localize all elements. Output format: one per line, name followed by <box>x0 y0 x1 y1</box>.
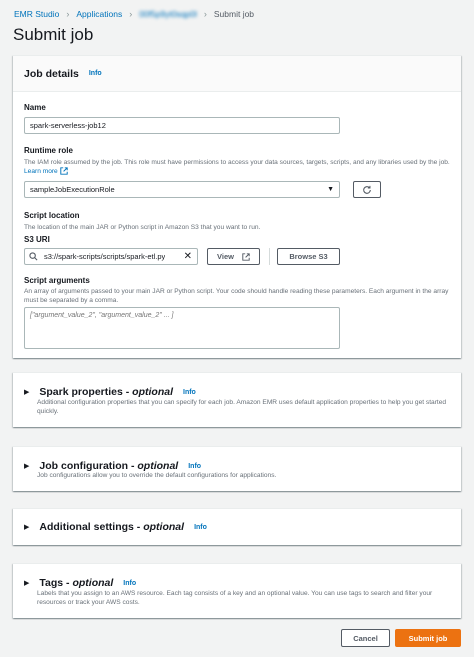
job-details-header <box>13 56 461 92</box>
spark-properties-description: Additional configuration properties that you can specify for each job. Amazon EMR uses default application properties to help you get started quickly. <box>37 399 447 415</box>
browse-s3-button-label: Browse S3 <box>289 252 328 261</box>
breadcrumb-submit-job: Submit job <box>213 9 255 19</box>
script-arguments-textarea[interactable] <box>24 307 340 349</box>
s3-uri-input[interactable] <box>24 248 198 265</box>
job-details-panel <box>13 55 461 358</box>
tags-header[interactable] <box>24 577 136 589</box>
additional-settings-title: Additional settings - <box>39 521 144 533</box>
spark-properties-header[interactable] <box>24 386 196 398</box>
divider <box>269 248 270 265</box>
name-label: Name <box>24 103 46 112</box>
external-link-icon <box>242 253 250 261</box>
cancel-button[interactable] <box>341 629 390 647</box>
spark-properties-panel[interactable] <box>13 372 461 427</box>
additional-settings-optional: optional <box>143 521 185 533</box>
chevron-right-icon: › <box>129 9 133 19</box>
learn-more-link[interactable]: Learn more <box>24 168 68 175</box>
view-button-label: View <box>217 252 234 261</box>
refresh-button[interactable] <box>353 181 381 198</box>
runtime-role-label: Runtime role <box>24 146 73 155</box>
tags-panel[interactable] <box>13 563 461 618</box>
additional-settings-info-link[interactable]: Info <box>194 523 207 531</box>
chevron-right-icon: › <box>203 9 207 19</box>
runtime-role-description <box>24 158 454 176</box>
job-configuration-optional: optional <box>137 460 179 472</box>
submit-job-button[interactable] <box>395 629 461 647</box>
script-location-label: Script location <box>24 211 80 220</box>
tags-description: Labels that you assign to an AWS resource. Each tag consists of a key and an optional value. You can use tags to search and filter your resources or track your AWS costs. <box>37 590 433 606</box>
job-configuration-description: Job configurations allow you to override the default configurations for applications. <box>37 472 277 479</box>
view-button[interactable] <box>207 248 260 265</box>
additional-settings-header[interactable] <box>24 521 207 533</box>
spark-properties-title: Spark properties - <box>39 386 133 398</box>
search-icon <box>29 252 38 261</box>
tags-title: Tags - <box>39 577 73 589</box>
s3-uri-label: S3 URI <box>24 235 50 244</box>
breadcrumb-emr-studio[interactable]: EMR Studio <box>14 9 60 19</box>
s3-uri-value: s3://spark-scripts/scripts/spark-etl.py <box>44 252 166 261</box>
caret-right-icon: ▶ <box>24 524 30 531</box>
runtime-role-value: sampleJobExecutionRole <box>30 185 115 194</box>
caret-right-icon: ▶ <box>24 463 30 470</box>
name-input-value: spark-serverless-job12 <box>30 121 106 130</box>
spark-properties-optional: optional <box>132 386 173 398</box>
job-configuration-panel[interactable] <box>13 446 461 491</box>
runtime-role-select[interactable] <box>24 181 340 198</box>
script-arguments-label: Script arguments <box>24 276 90 285</box>
breadcrumb <box>14 9 254 19</box>
browse-s3-button[interactable] <box>277 248 340 265</box>
script-location-description: The location of the main JAR or Python script in Amazon S3 that you want to run. <box>24 224 261 231</box>
caret-right-icon: ▶ <box>24 580 30 587</box>
job-configuration-info-link[interactable]: Info <box>188 462 202 470</box>
clear-icon[interactable]: ✕ <box>183 251 192 262</box>
breadcrumb-application-id[interactable]: 00f5p9yt0sqp0l <box>139 9 197 19</box>
refresh-icon <box>362 185 372 195</box>
spark-properties-info-link[interactable]: Info <box>183 388 196 396</box>
additional-settings-panel[interactable] <box>13 508 461 545</box>
job-configuration-title: Job configuration - <box>39 460 138 472</box>
tags-optional: optional <box>72 577 114 589</box>
external-link-icon <box>60 167 68 175</box>
tags-info-link[interactable]: Info <box>123 579 137 587</box>
submit-job-button-label: Submit job <box>408 633 448 643</box>
runtime-role-description-text: The IAM role assumed by the job. This role must have permissions to access your data sources, targets, scripts, and any libraries used by the job. <box>24 159 450 166</box>
job-details-heading: Job details <box>24 67 79 80</box>
caret-right-icon: ▶ <box>24 389 30 396</box>
chevron-right-icon: › <box>66 9 70 19</box>
page-title: Submit job <box>13 25 94 44</box>
breadcrumb-applications[interactable]: Applications <box>76 9 123 19</box>
cancel-button-label: Cancel <box>353 633 378 643</box>
name-input[interactable] <box>24 117 340 134</box>
job-details-info-link[interactable]: Info <box>88 70 102 77</box>
script-arguments-description: An array of arguments passed to your main JAR or Python script. Your code should handle reading these parameters. Each argument in the array must be separated by a comma. <box>24 288 449 304</box>
caret-down-icon: ▼ <box>327 186 334 193</box>
